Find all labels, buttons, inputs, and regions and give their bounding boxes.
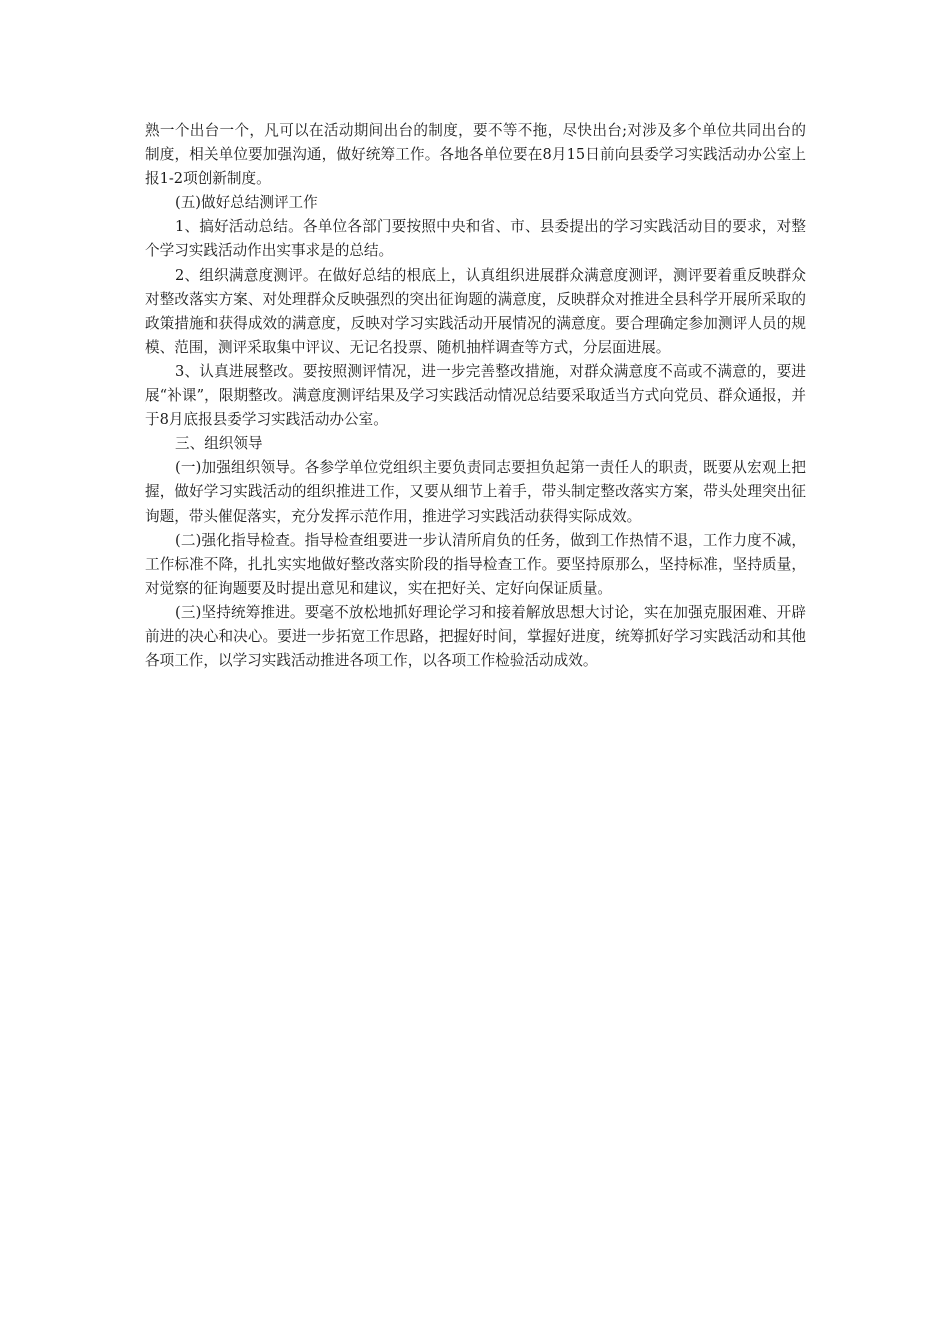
paragraph-satisfaction-survey: 2、组织满意度测评。在做好总结的根底上，认真组织进展群众满意度测评，测评要着重反映群众对整改落实方案、对处理群众反映强烈的突出征询题的满意度，反映群众对推进全县科学开展所采取的政策措施和获得成效的满意度，反映对学习实践活动开展情况的满意度。要合理确定参加测评人员的规模、范围，测评采取集中评议、无记名投票、随机抽样调查等方式，分层面进展。: [145, 266, 806, 356]
document-body: [145, 119, 806, 673]
paragraph-leadership: (一)加强组织领导。各参学单位党组织主要负责同志要担负起第一责任人的职责，既要从宏观上把握，做好学习实践活动的组织推进工作，又要从细节上着手，带头制定整改落实方案，带头处理突出征询题，带头催促落实，充分发挥示范作用，推进学习实践活动获得实际成效。: [145, 459, 806, 525]
paragraph-guidance: (二)强化指导检查。指导检查组要进一步认清所肩负的任务，做到工作热情不退，工作力度不减，工作标准不降，扎扎实实地做好整改落实阶段的指导检查工作。要坚持原那么，坚持标准，坚持质量，对觉察的征询题要及时提出意见和建议，实在把好关、定好向保证质量。: [145, 531, 806, 597]
paragraph-summary: 1、搞好活动总结。各单位各部门要按照中央和省、市、县委提出的学习实践活动目的要求，对整个学习实践活动作出实事求是的总结。: [145, 218, 806, 260]
section-heading-leadership: 三、组织领导: [175, 435, 263, 453]
paragraph-continuation: 熟一个出台一个，凡可以在活动期间出台的制度，要不等不拖，尽快出台;对涉及多个单位共同出台的制度，相关单位要加强沟通，做好统筹工作。各地各单位要在8月15日前向县委学习实践活动办公室上报1-2项创新制度。: [145, 122, 806, 188]
section-heading-summary: (五)做好总结测评工作: [175, 194, 318, 212]
paragraph-coordination: (三)坚持统筹推进。要毫不放松地抓好理论学习和接着解放思想大讨论，实在加强克服困难、开辟前进的决心和决心。要进一步拓宽工作思路，把握好时间，掌握好进度，统筹抓好学习实践活动和其他各项工作，以学习实践活动推进各项工作，以各项工作检验活动成效。: [145, 603, 806, 670]
paragraph-rectification: 3、认真进展整改。要按照测评情况，进一步完善整改措施，对群众满意度不高或不满意的，要进展“补课”，限期整改。满意度测评结果及学习实践活动情况总结要采取适当方式向党员、群众通报，并于8月底报县委学习实践活动办公室。: [145, 362, 806, 429]
